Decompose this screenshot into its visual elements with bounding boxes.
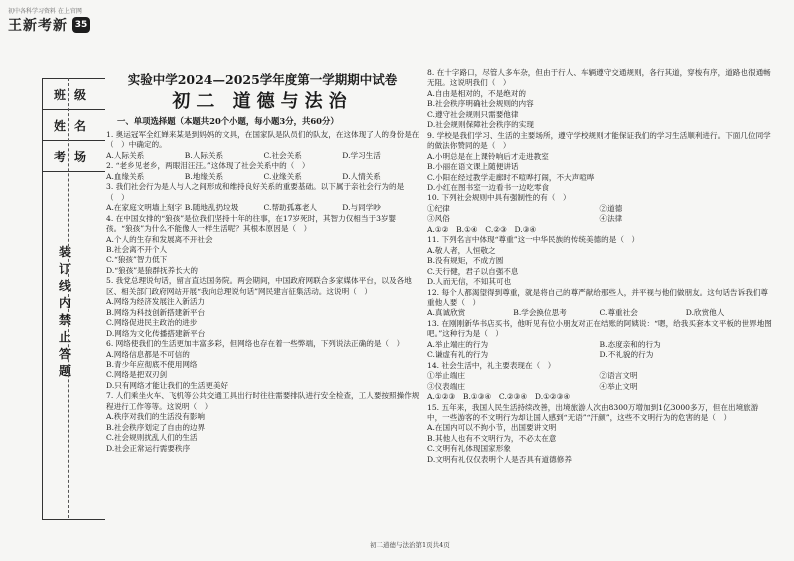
question-item: [427, 131, 772, 194]
question-stem: A.①② B.①④ C.②③ D.③④: [427, 224, 537, 234]
question-item: [106, 391, 421, 454]
answer-option: B.小丽在语文课上随便讲话: [427, 162, 519, 172]
answer-option: B.随地乱扔垃圾: [184, 203, 239, 213]
answer-option: C.天行健，君子以自强不息: [427, 266, 519, 276]
page-footer: 初二道德与法治第1页共4页: [370, 541, 450, 549]
answer-option: B.态度亲和的行为: [599, 339, 661, 349]
answer-option: A.网络信息都是不可信的: [106, 349, 190, 359]
answer-option: A.真诚欣赏: [427, 308, 466, 318]
answer-options: [106, 151, 421, 161]
question-stem: 7. 人们乘坐火车、飞机等公共交通工具出行时往往需要排队进行安全检查，工人要按照操作规程进行工作等等。这说明（ ）: [106, 391, 420, 411]
question-item: [427, 319, 772, 361]
answer-option: D.学习生活: [342, 150, 381, 160]
answer-option: D.网络为文化传播搭建新平台: [106, 328, 206, 338]
answer-option: C.“狼孩”智力低下: [106, 255, 168, 265]
answer-option: C.社会规则扰乱人们的生活: [106, 433, 198, 443]
answer-option: B.其他人也有不文明行为，不必太在意: [427, 433, 557, 443]
answer-option: C.业缘关系: [263, 171, 302, 181]
answer-option: B.地缘关系: [184, 171, 224, 181]
answer-option: ③仪表端庄: [427, 381, 465, 391]
answer-option: B.社会秩序明确社会规则的内容: [427, 99, 534, 109]
answer-options: [427, 89, 772, 131]
answer-option: D.社会正常运行需要秩序: [106, 443, 191, 453]
answer-option: D.“狼孩”是狼群抚养长大的: [106, 265, 198, 275]
question-stem: 14. 社会生活中，礼主要表现在（ ）: [427, 360, 556, 370]
answer-options: [427, 423, 772, 465]
answer-options: [427, 308, 772, 318]
question-item: [427, 235, 772, 287]
question-item: [427, 361, 772, 392]
answer-option: A.网络为经济发展注入新活力: [106, 297, 206, 307]
answer-options: [427, 152, 772, 194]
question-item: [427, 288, 772, 319]
question-item: [427, 225, 772, 235]
question-stem: 5. 我党总理说句话，留言直达国务院。两会期间，中国政府网联合多家媒体平台，以及各地区、相关部门政府网站开展“我向总理说句话”网民建言征集活动。这说明（ ）: [106, 276, 412, 296]
answer-option: D.小红在图书室一边看书一边吃零食: [427, 182, 550, 192]
answer-option: ④举止文明: [599, 381, 638, 391]
answer-option: C.网络促进民主政治的进步: [106, 318, 198, 328]
binding-dashed-line: [68, 78, 69, 518]
answer-options: [106, 350, 421, 392]
right-question-column: [427, 68, 772, 465]
question-item: [106, 276, 421, 339]
answer-option: D.欣赏他人: [685, 308, 725, 318]
answer-option: D.只有网络才能让我们的生活更美好: [106, 380, 229, 390]
answer-option: D.人而无信，不知其可也: [427, 277, 512, 287]
answer-option: D.与同学吵: [342, 203, 381, 213]
answer-option: ①举止端庄: [427, 371, 465, 381]
question-stem: 2. “老乡见老乡，两眼泪汪汪。”这体现了社会关系中的（ ）: [106, 161, 310, 171]
watermark: 初中各科学习资料 在上官网: [8, 8, 82, 15]
answer-option: ②道德: [599, 203, 623, 213]
answer-options: [427, 371, 772, 392]
question-stem: 10. 下列社会规则中具有强制性的有（ ）: [427, 193, 571, 203]
class-field: 班级: [43, 79, 105, 110]
answer-option: A.自由是相对的，不是绝对的: [427, 88, 527, 98]
answer-option: C.遵守社会规则只需要他律: [427, 109, 519, 119]
question-item: [427, 392, 772, 402]
answer-option: B.人际关系: [184, 150, 224, 160]
student-info-sidebar: [42, 78, 105, 520]
answer-option: B.没有规矩，不成方圆: [427, 256, 504, 266]
answer-option: ④法律: [599, 214, 623, 224]
question-stem: 13. 在刚刚新华书店买书，他听见有位小朋友对正在结账的阿姨说：“嗯，给我买套本文平板的世界地图吧。”这种行为是（ ）: [427, 318, 772, 339]
left-question-column: [106, 130, 421, 454]
brand-logo-icon: 35: [72, 17, 90, 33]
answer-options: [106, 203, 421, 213]
answer-options: [427, 246, 772, 288]
question-stem: 9. 学校是我们学习、生活的主要场所，遵守学校规则才能保证我们的学习生活顺利进行。下面几位同学的做法你赞同的是（ ）: [427, 130, 771, 151]
question-item: [106, 214, 421, 277]
answer-option: ②语言文明: [599, 371, 638, 381]
answer-option: B.学会换位思考: [513, 308, 567, 318]
answer-option: A.个人的生存和发展离不开社会: [106, 234, 213, 244]
answer-option: D.文明有礼仅仅表明个人是否具有道德修养: [427, 454, 572, 464]
answer-option: B.社会离不开个人: [106, 244, 168, 254]
question-item: [106, 182, 421, 213]
answer-option: B.青少年应彻底不使用网络: [106, 359, 198, 369]
answer-option: A.在国内可以不拘小节，出国要讲文明: [427, 423, 557, 433]
answer-options: [106, 172, 421, 182]
answer-option: A.在家庭文明墙上刻字: [106, 203, 183, 213]
answer-option: A.血缘关系: [106, 171, 145, 181]
answer-option: C.帮助孤寡老人: [263, 203, 318, 213]
answer-options: [106, 297, 421, 339]
question-item: [427, 68, 772, 131]
brand-header: [8, 16, 90, 34]
question-stem: 4. 在中国女排的“狼孩”是位我们坚持十年的往事，在17岁死时，其智力仅相当于3岁婴孩。“狼孩”为什么不能像人一样生活呢？其根本原因是（ ）: [106, 213, 397, 234]
answer-option: D.社会规则保障社会秩序的实现: [427, 120, 534, 130]
answer-option: C.文明有礼体现国家形象: [427, 444, 511, 454]
answer-option: C.尊重社会: [599, 308, 638, 318]
answer-options: [106, 412, 421, 454]
question-item: [427, 403, 772, 466]
question-item: [106, 130, 421, 161]
answer-option: A.小明总是在上课铃响后才走进教室: [427, 151, 549, 161]
answer-option: B.网络为科技创新搭建新平台: [106, 307, 206, 317]
binding-line-notice: 装订线内禁止答题: [58, 245, 71, 378]
question-stem: A.①②③ B.①③④ C.②③④ D.①②③④: [427, 392, 571, 402]
answer-option: C.小阳在经过教学走廊时不喧哗打闹，不大声喧哗: [427, 172, 595, 182]
answer-option: A.举止端庄的行为: [427, 339, 489, 349]
exam-subject: 初二 道德与法治: [172, 91, 353, 112]
question-stem: 6. 网络使我们的生活更加丰富多彩，但网络也存在着一些弊端，下列说法正确的是（ ）: [106, 339, 405, 349]
question-stem: 3. 我们社会行为是人与人之间形成和维持良好关系的重要基础。以下属于亲社会行为的是（ ）: [106, 182, 405, 202]
question-stem: 12. 每个人都渴望得到尊重，就是将自己的尊严献给那些人，并平视与他们做朋友。这句话告诉我们尊重他人要（ ）: [427, 287, 769, 307]
answer-option: B.社会秩序划定了自由的边界: [106, 422, 206, 432]
exam-title: 实验中学2024—2025学年度第一学期期中试卷: [127, 72, 398, 87]
answer-option: C.网络是把双刃剑: [106, 370, 168, 380]
answer-option: A.敬人者，人恒敬之: [427, 245, 496, 255]
question-item: [427, 193, 772, 224]
answer-options: [106, 235, 421, 277]
answer-option: D.不礼貌的行为: [599, 350, 654, 360]
question-stem: 8. 在十字路口，尽管人多车杂，但由于行人、车辆遵守交通规则，各行其道，穿梭有序，道路也很通畅无阻。这说明我们（ ）: [427, 68, 771, 88]
exam-header: [105, 72, 420, 127]
answer-option: A.秩序对我们的生活没有影响: [106, 412, 206, 422]
answer-option: ③风俗: [427, 214, 450, 224]
question-item: [106, 161, 421, 182]
question-stem: 1. 奥运冠军全红婵来某是到妈妈的文具，在国家队是队员们的队友，在这体现了人的身份是在（ ）中确定的。: [106, 130, 420, 150]
answer-options: [427, 204, 772, 225]
answer-option: C.社会关系: [263, 150, 302, 160]
brand-name: 王新考新: [8, 18, 68, 34]
section-heading: 一、单项选择题（本题共20个小题，每小题3分，共60分）: [117, 116, 339, 126]
answer-options: [427, 340, 772, 361]
answer-option: D.人情关系: [342, 171, 381, 181]
question-stem: 15. 五年来，我国人民生活持续改善，出境旅游人次由8300万增加到1亿3000多万，但在出境旅游中，一些游客的不文明行为却让国人感到“无语”“汗颜”，这些不文明行为的危害的是（ ）: [427, 402, 759, 422]
answer-option: ①纪律: [427, 203, 450, 213]
answer-option: A.人际关系: [106, 150, 145, 160]
exam-room-field: 考场: [43, 141, 105, 172]
question-item: [106, 339, 421, 391]
name-field: 姓名: [43, 110, 105, 141]
question-stem: 11. 下列名言中体现“尊重”这一中华民族的传统美德的是（ ）: [427, 235, 640, 245]
answer-option: C.谦虚有礼的行为: [427, 350, 489, 360]
